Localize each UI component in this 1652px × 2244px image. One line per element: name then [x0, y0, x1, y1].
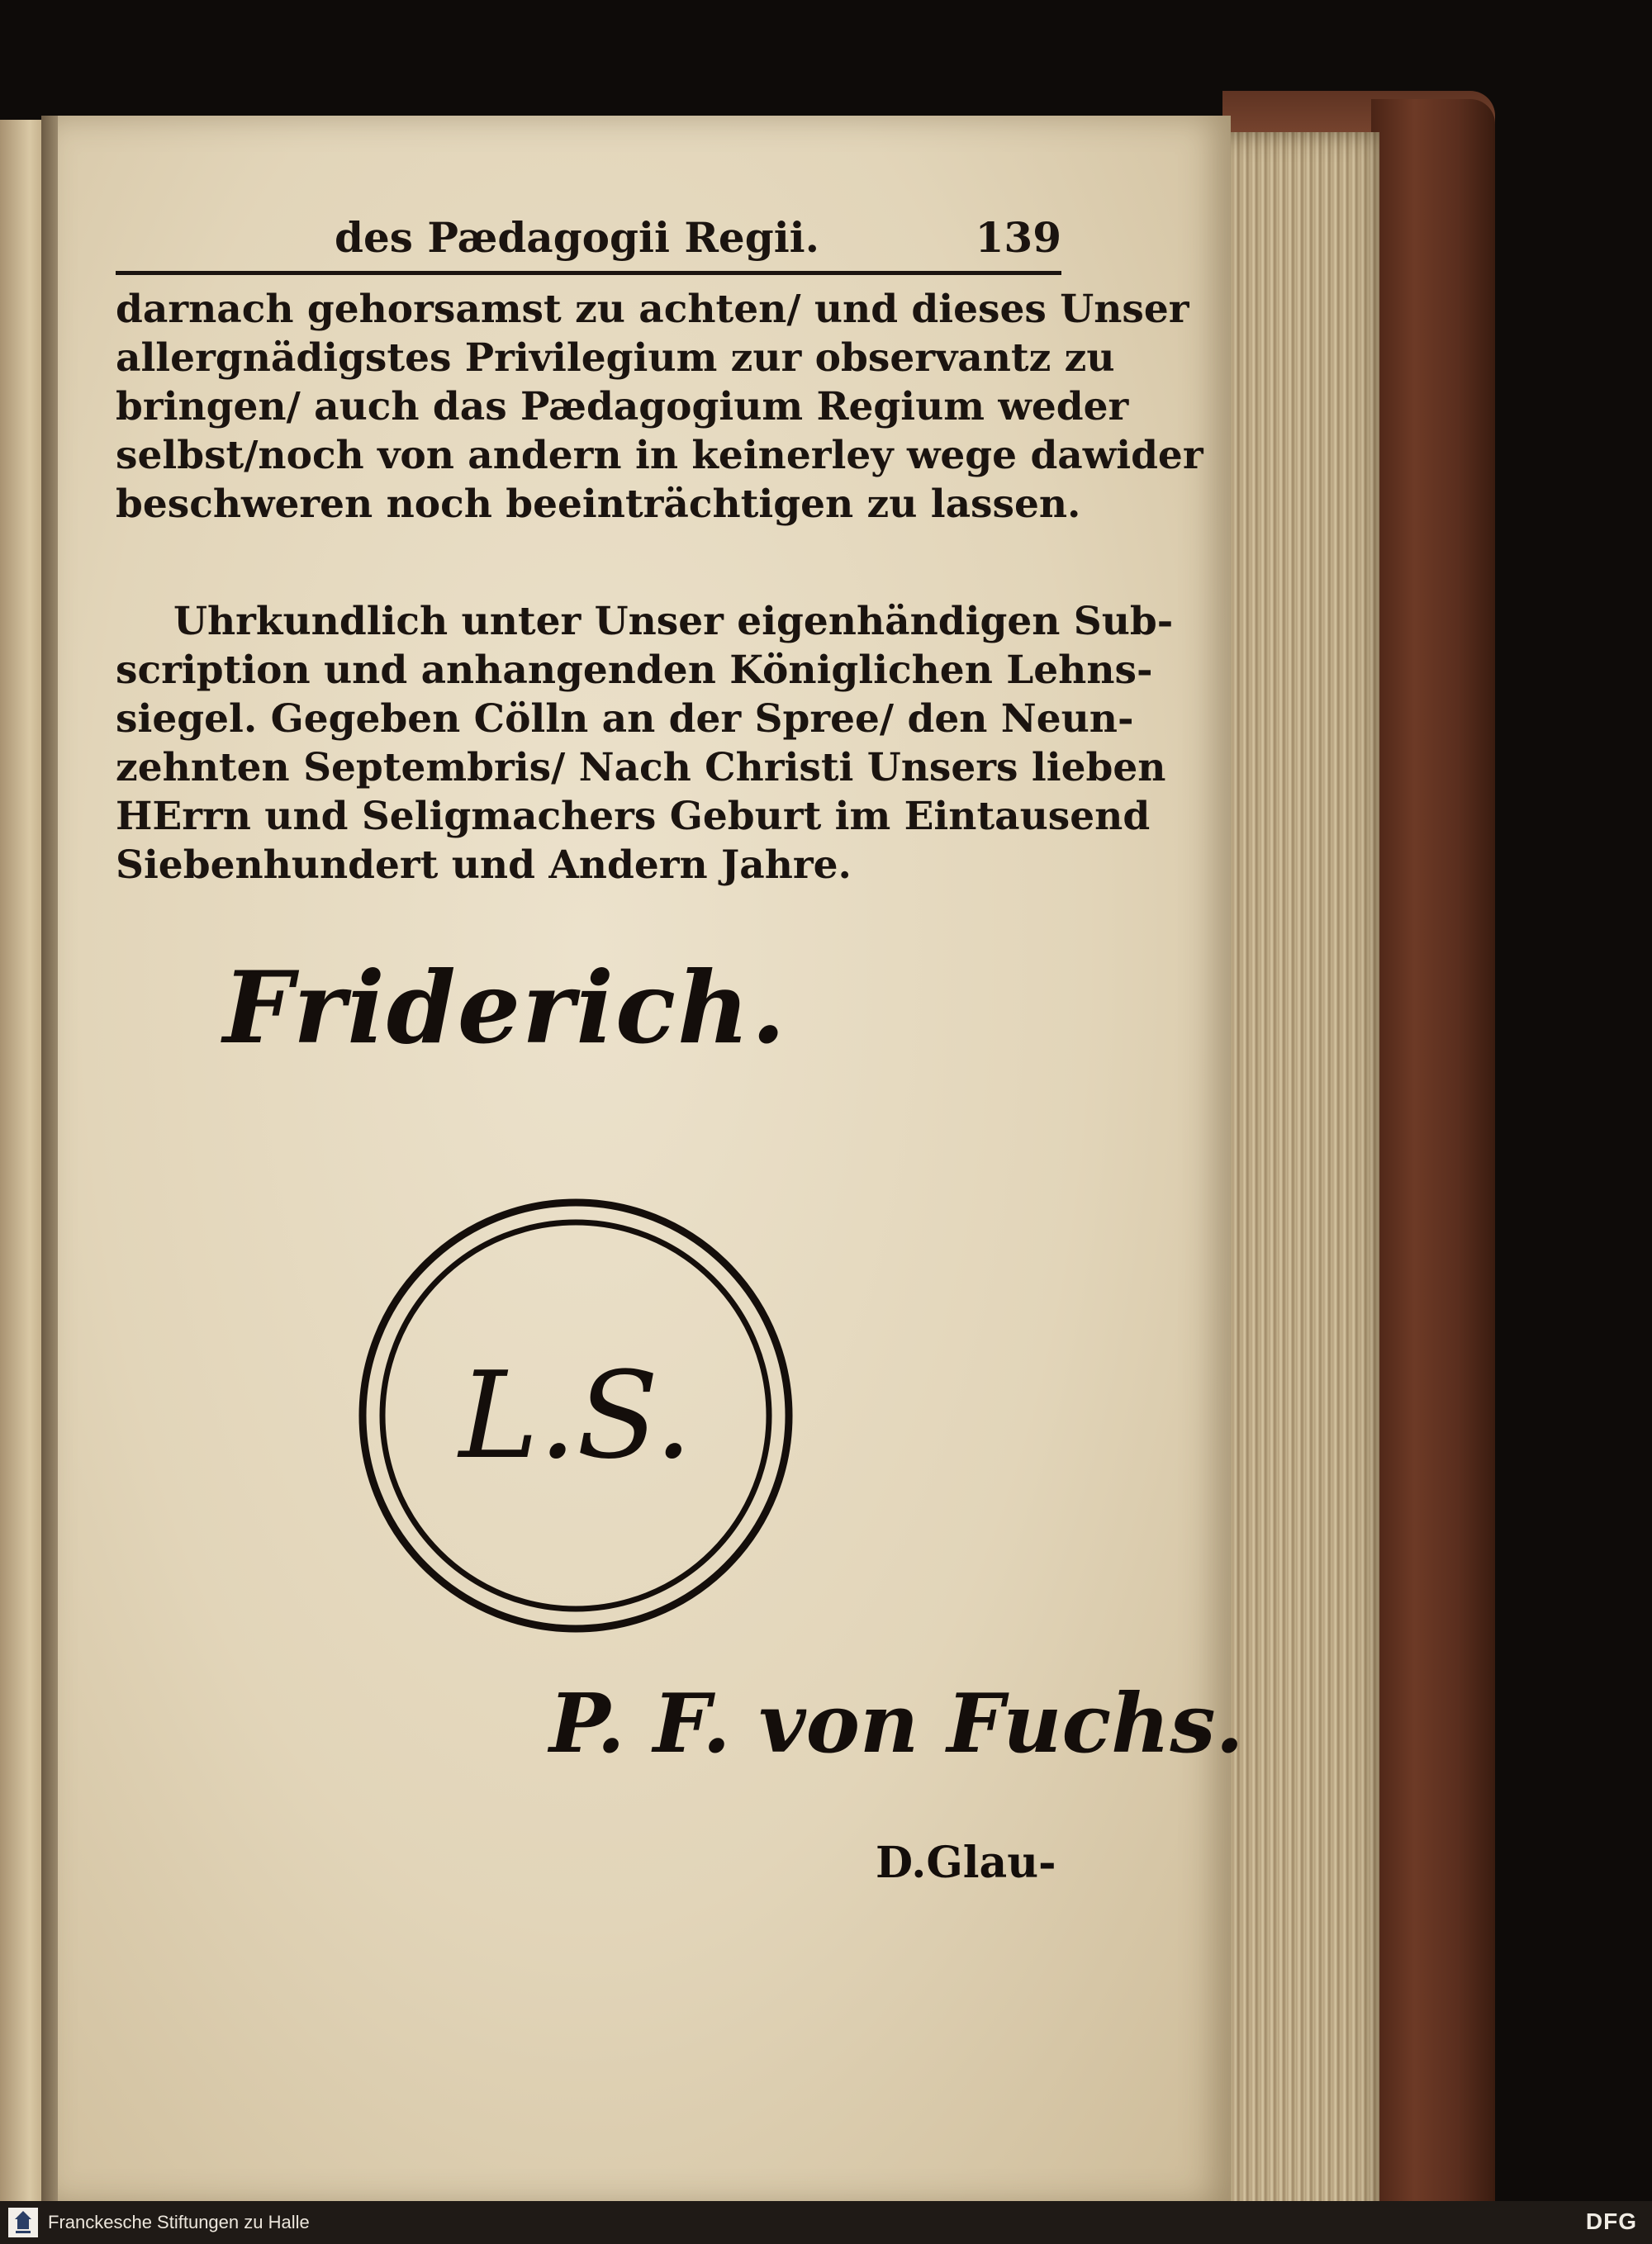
paragraph-1 [116, 285, 1203, 529]
institution-logo-icon [8, 2208, 38, 2237]
institution-name: Franckesche Stiftungen zu Halle [48, 2212, 310, 2232]
text-line: beschweren noch beeinträchtigen zu lassen. [116, 482, 1081, 527]
footer-bar [0, 2201, 1652, 2244]
dfg-logo: DFG [1585, 2208, 1637, 2234]
text-line: Siebenhundert und Andern Jahre. [116, 842, 852, 888]
signature-friderich: Friderich. [223, 950, 788, 1066]
paragraph-2 [116, 597, 1174, 890]
text-line: Uhrkundlich unter Unser eigenhändigen Sub- [173, 599, 1174, 644]
head-rule [116, 271, 1061, 275]
running-head [120, 206, 1061, 277]
text-line: selbst/noch von andern in keinerley wege dawider [116, 433, 1203, 478]
seal-lociis-sigilli [354, 1193, 798, 1638]
text-line: HErrn und Seligmachers Geburt im Eintausend [116, 794, 1151, 839]
text-line: darnach gehorsamst zu achten/ und dieses Unser [116, 287, 1189, 332]
signature-von-fuchs: P. F. von Fuchs. [549, 1677, 1244, 1772]
page-number: 139 [975, 213, 1061, 262]
catchword: D.Glau- [876, 1838, 1056, 1888]
text-line: siegel. Gegeben Cölln an der Spree/ den Neun- [116, 696, 1134, 742]
text-line: bringen/ auch das Pædagogium Regium weder [116, 384, 1129, 429]
running-head-title: des Pædagogii Regii. [335, 213, 820, 262]
text-line: allergnädigstes Privilegium zur observantz zu [116, 335, 1115, 381]
seal-text: L.S. [458, 1345, 693, 1486]
text-line: scription und anhangenden Königlichen Lehns- [116, 648, 1153, 693]
page-stack-edges [1214, 132, 1379, 2201]
book-binding [1371, 99, 1495, 2201]
text-line: zehnten Septembris/ Nach Christi Unsers lieben [116, 745, 1166, 790]
